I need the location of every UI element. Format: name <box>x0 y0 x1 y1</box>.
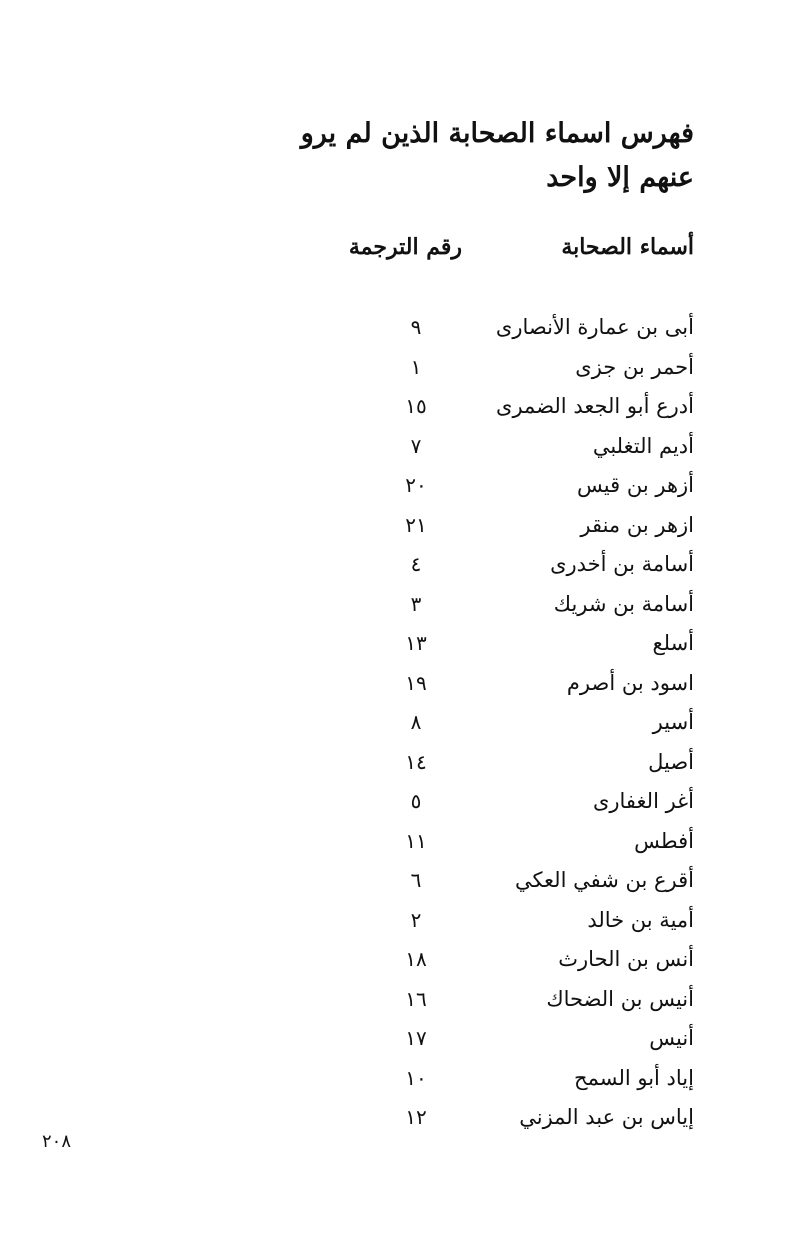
entry-name: أدرع أبو الجعد الضمرى <box>496 394 694 418</box>
entry-number: ٥ <box>410 789 422 813</box>
entry-name: أديم التغلبي <box>592 433 694 458</box>
entry-name: أحمر بن جزى <box>575 354 694 379</box>
entry-number: ١٨ <box>405 947 427 971</box>
entry-number: ١١ <box>405 828 427 853</box>
entry-name: اسود بن أصرم <box>566 670 694 695</box>
entry-number: ١٤ <box>405 749 427 774</box>
entry-name: أزهر بن قيس <box>577 473 694 497</box>
entry-name: أسلع <box>652 631 694 655</box>
list-item <box>354 309 694 349</box>
list-item <box>354 981 694 1021</box>
header-biography-number: رقم الترجمة <box>348 234 462 260</box>
list-item <box>354 744 694 784</box>
list-item <box>354 1060 694 1100</box>
entry-name: أقرع بن شفي العكي <box>514 868 694 892</box>
entry-name: أصيل <box>648 749 694 774</box>
entry-name: أفطس <box>634 828 694 853</box>
entry-name: أبى بن عمارة الأنصارى <box>495 315 694 339</box>
list-item <box>354 586 694 626</box>
list-item <box>354 783 694 823</box>
list-item <box>354 1020 694 1060</box>
list-item <box>354 546 694 586</box>
list-item <box>354 665 694 705</box>
list-item <box>354 704 694 744</box>
list-item <box>354 625 694 665</box>
entry-number: ٢١ <box>405 512 427 537</box>
list-item <box>354 941 694 981</box>
list-item <box>354 507 694 547</box>
entry-number: ١٥ <box>405 394 427 418</box>
entry-number: ٦ <box>410 868 422 892</box>
list-item <box>354 823 694 863</box>
entry-number: ٤ <box>410 552 422 576</box>
list-item <box>354 902 694 942</box>
entry-number: ١٦ <box>405 986 427 1011</box>
entry-name: إياس بن عبد المزني <box>519 1105 694 1129</box>
entry-number: ١٧ <box>405 1026 427 1050</box>
entry-number: ٩ <box>410 315 422 339</box>
entry-name: أسامة بن شريك <box>553 591 694 616</box>
entry-number: ٣ <box>410 591 422 616</box>
list-item <box>354 349 694 389</box>
entry-name: أسامة بن أخدرى <box>550 552 694 576</box>
index-list <box>354 309 694 1139</box>
list-item <box>354 428 694 468</box>
entry-name: إياد أبو السمح <box>574 1065 694 1090</box>
entry-name: أغر الغفارى <box>592 789 694 813</box>
entry-name: أنيس <box>649 1026 694 1050</box>
page-number: ٢٠٨ <box>42 1131 72 1152</box>
entry-number: ٧ <box>410 433 422 458</box>
entry-number: ١٠ <box>405 1065 427 1090</box>
entry-number: ٢٠ <box>405 473 427 497</box>
column-headers <box>348 230 694 264</box>
entry-name: أسير <box>652 710 694 734</box>
list-item <box>354 862 694 902</box>
list-item <box>354 467 694 507</box>
entry-number: ٢ <box>410 907 422 932</box>
entry-number: ١٣ <box>405 631 427 655</box>
entry-number: ٨ <box>410 710 422 734</box>
entry-number: ١ <box>410 354 422 379</box>
entry-name: أنس بن الحارث <box>558 947 694 971</box>
list-item <box>354 1099 694 1139</box>
page-title: فهرس اسماء الصحابة الذين لم يرو عنهم إلا واحد <box>300 118 694 193</box>
entry-number: ١٩ <box>405 670 427 695</box>
entry-name: أنيس بن الضحاك <box>546 986 694 1011</box>
header-companion-names: أسماء الصحابة <box>561 234 694 260</box>
list-item <box>354 388 694 428</box>
entry-name: ازهر بن منقر <box>580 512 694 537</box>
entry-name: أمية بن خالد <box>587 907 694 932</box>
entry-number: ١٢ <box>405 1105 427 1129</box>
